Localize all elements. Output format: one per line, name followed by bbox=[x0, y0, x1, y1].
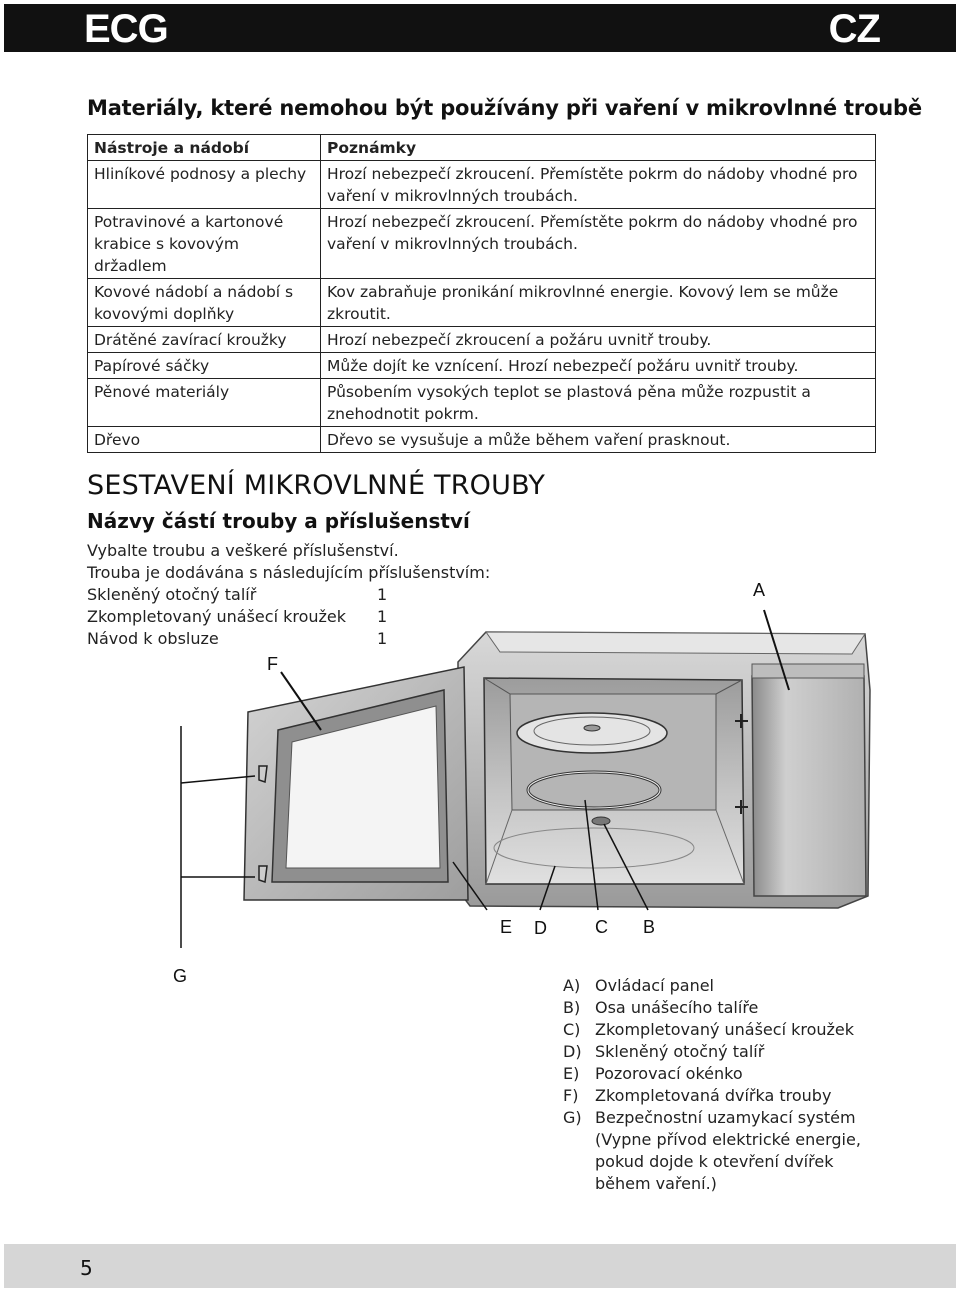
material-name: Drátěné zavírací kroužky bbox=[88, 327, 321, 353]
label-g: G bbox=[173, 966, 188, 986]
control-panel bbox=[752, 676, 866, 896]
list-item bbox=[563, 997, 861, 1019]
label-c: C bbox=[595, 917, 608, 937]
accessory-name: Návod k obsluze bbox=[87, 629, 219, 648]
part-note-line: pokud dojde k otevření dvířek bbox=[595, 1152, 834, 1171]
label-d: D bbox=[534, 918, 547, 938]
label-b: B bbox=[643, 917, 656, 937]
part-note-line: (Vypne přívod elektrické energie, bbox=[595, 1130, 861, 1149]
part-name: Zkompletovaná dvířka trouby bbox=[595, 1086, 832, 1105]
footer-bar bbox=[4, 1244, 956, 1288]
part-note-line: během vaření.) bbox=[595, 1174, 717, 1193]
accessory-name: Skleněný otočný talíř bbox=[87, 585, 257, 604]
materials-section-title: Materiály, které nemohou být používány při vaření v mikrovlnné troubě bbox=[87, 96, 922, 120]
material-note: Dřevo se vysušuje a může během vaření prasknout. bbox=[321, 427, 876, 453]
material-name: Potravinové a kartonové krabice s kovovým držadlem bbox=[88, 209, 321, 279]
parts-legend bbox=[563, 975, 861, 1195]
brand-logo: ECG bbox=[84, 7, 168, 51]
column-header-notes: Poznámky bbox=[321, 135, 876, 161]
material-name: Dřevo bbox=[88, 427, 321, 453]
accessory-qty: 1 bbox=[377, 629, 388, 648]
assembly-section-title: SESTAVENÍ MIKROVLNNÉ TROUBY bbox=[87, 470, 546, 501]
parts-subtitle: Názvy částí trouby a příslušenství bbox=[87, 509, 470, 533]
part-letter: C) bbox=[563, 1020, 581, 1039]
material-name: Papírové sáčky bbox=[88, 353, 321, 379]
list-item bbox=[563, 1063, 861, 1085]
turntable-shaft bbox=[592, 817, 610, 825]
door-latch bbox=[259, 766, 267, 782]
accessory-name: Zkompletovaný unášecí kroužek bbox=[87, 607, 347, 626]
material-note: Hrozí nebezpečí zkroucení. Přemístěte pokrm do nádoby vhodné pro vaření v mikrovlnných troubách. bbox=[321, 209, 876, 279]
part-name: Skleněný otočný talíř bbox=[595, 1042, 765, 1061]
part-name: Pozorovací okénko bbox=[595, 1064, 743, 1083]
part-name: Ovládací panel bbox=[595, 976, 714, 995]
part-letter: G) bbox=[563, 1108, 582, 1127]
column-header-tools: Nástroje a nádobí bbox=[88, 135, 321, 161]
material-name: Hliníkové podnosy a plechy bbox=[88, 161, 321, 209]
part-letter: F) bbox=[563, 1086, 579, 1105]
part-letter: B) bbox=[563, 998, 581, 1017]
part-name: Bezpečnostní uzamykací systém bbox=[595, 1108, 856, 1127]
material-note: Hrozí nebezpečí zkroucení. Přemístěte pokrm do nádoby vhodné pro vaření v mikrovlnných troubách. bbox=[321, 161, 876, 209]
intro-line: Trouba je dodávána s následujícím příslušenstvím: bbox=[87, 563, 491, 582]
list-item bbox=[563, 1019, 861, 1041]
glass-turntable bbox=[517, 713, 667, 753]
language-code: CZ bbox=[828, 7, 880, 51]
label-e: E bbox=[500, 917, 513, 937]
accessory-qty: 1 bbox=[377, 607, 388, 626]
list-item bbox=[563, 1041, 861, 1063]
list-item bbox=[563, 1107, 861, 1129]
part-name: Zkompletovaný unášecí kroužek bbox=[595, 1020, 855, 1039]
material-note: Působením vysokých teplot se plastová pěna může rozpustit a znehodnotit pokrm. bbox=[321, 379, 876, 427]
part-name: Osa unášecího talíře bbox=[595, 998, 759, 1017]
material-note: Kov zabraňuje pronikání mikrovlnné energie. Kovový lem se může zkroutit. bbox=[321, 279, 876, 327]
material-name: Kovové nádobí a nádobí s kovovými doplňky bbox=[88, 279, 321, 327]
part-letter: D) bbox=[563, 1042, 582, 1061]
list-item bbox=[563, 1085, 861, 1107]
material-name: Pěnové materiály bbox=[88, 379, 321, 427]
oven-top-edge bbox=[486, 632, 865, 654]
material-note: Hrozí nebezpečí zkroucení a požáru uvnitř trouby. bbox=[321, 327, 876, 353]
accessory-qty: 1 bbox=[377, 585, 388, 604]
intro-line: Vybalte troubu a veškeré příslušenství. bbox=[87, 541, 399, 560]
part-letter: E) bbox=[563, 1064, 580, 1083]
page-number: 5 bbox=[80, 1256, 93, 1280]
door-latch bbox=[259, 866, 267, 882]
label-f: F bbox=[267, 654, 278, 674]
part-letter: A) bbox=[563, 976, 581, 995]
label-a: A bbox=[753, 580, 766, 600]
list-item bbox=[563, 975, 861, 997]
material-note: Může dojít ke vznícení. Hrozí nebezpečí požáru uvnitř trouby. bbox=[321, 353, 876, 379]
